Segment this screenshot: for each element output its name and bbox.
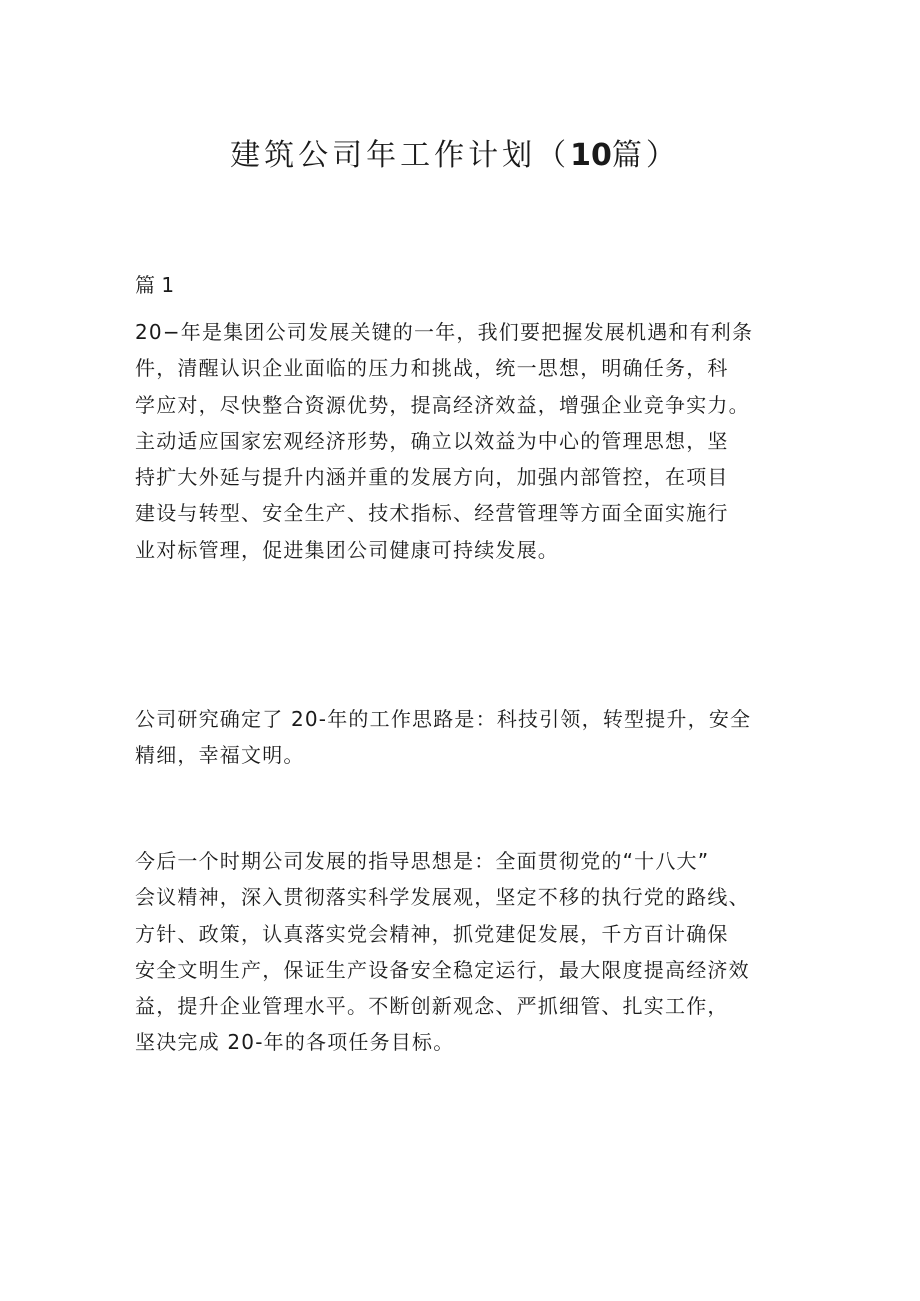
paragraph-line: 益，提升企业管理水平。不断创新观念、严抓细管、扎实工作， <box>135 994 729 1019</box>
paragraph-line: 学应对，尽快整合资源优势，提高经济效益，增强企业竞争实力。 <box>135 392 750 417</box>
paragraph-1 <box>135 314 805 568</box>
title-main: 建筑公司年工作计划 <box>230 138 537 173</box>
title-count: 10 <box>570 138 612 173</box>
paragraph-line: 安全文明生产，保证生产设备安全稳定运行，最大限度提高经济效 <box>135 957 750 982</box>
title-paren-open: （ <box>536 138 571 173</box>
paragraph-line: 主动适应国家宏观经济形势，确立以效益为中心的管理思想，坚 <box>135 428 729 453</box>
paragraph-line: 方针、政策，认真落实党会精神，抓党建促发展，千方百计确保 <box>135 921 729 946</box>
paragraph-line: 件，清醒认识企业面临的压力和挑战，统一思想，明确任务，科 <box>135 356 729 381</box>
title-paren-close: 篇） <box>611 138 680 173</box>
paragraph-2 <box>135 701 805 774</box>
paragraph-3 <box>135 843 805 1061</box>
paragraph-line: 今后一个时期公司发展的指导思想是：全面贯彻党的“十八大” <box>135 849 710 873</box>
document-title <box>0 134 910 178</box>
paragraph-line: 持扩大外延与提升内涵并重的发展方向，加强内部管控，在项目 <box>135 465 729 490</box>
paragraph-line: 20−年是集团公司发展关键的一年，我们要把握发展机遇和有利条 <box>135 320 754 344</box>
paragraph-line: 坚决完成 20-年的各项任务目标。 <box>135 1030 455 1055</box>
paragraph-line: 精细，幸福文明。 <box>135 743 305 768</box>
paragraph-line: 业对标管理，促进集团公司健康可持续发展。 <box>135 537 559 562</box>
paragraph-line: 会议精神，深入贯彻落实科学发展观，坚定不移的执行党的路线、 <box>135 885 750 910</box>
paragraph-line: 建设与转型、安全生产、技术指标、经营管理等方面全面实施行 <box>135 501 729 526</box>
paragraph-line: 公司研究确定了 20-年的工作思路是：科技引领，转型提升，安全 <box>135 707 752 731</box>
section-label: 篇 1 <box>135 273 175 297</box>
